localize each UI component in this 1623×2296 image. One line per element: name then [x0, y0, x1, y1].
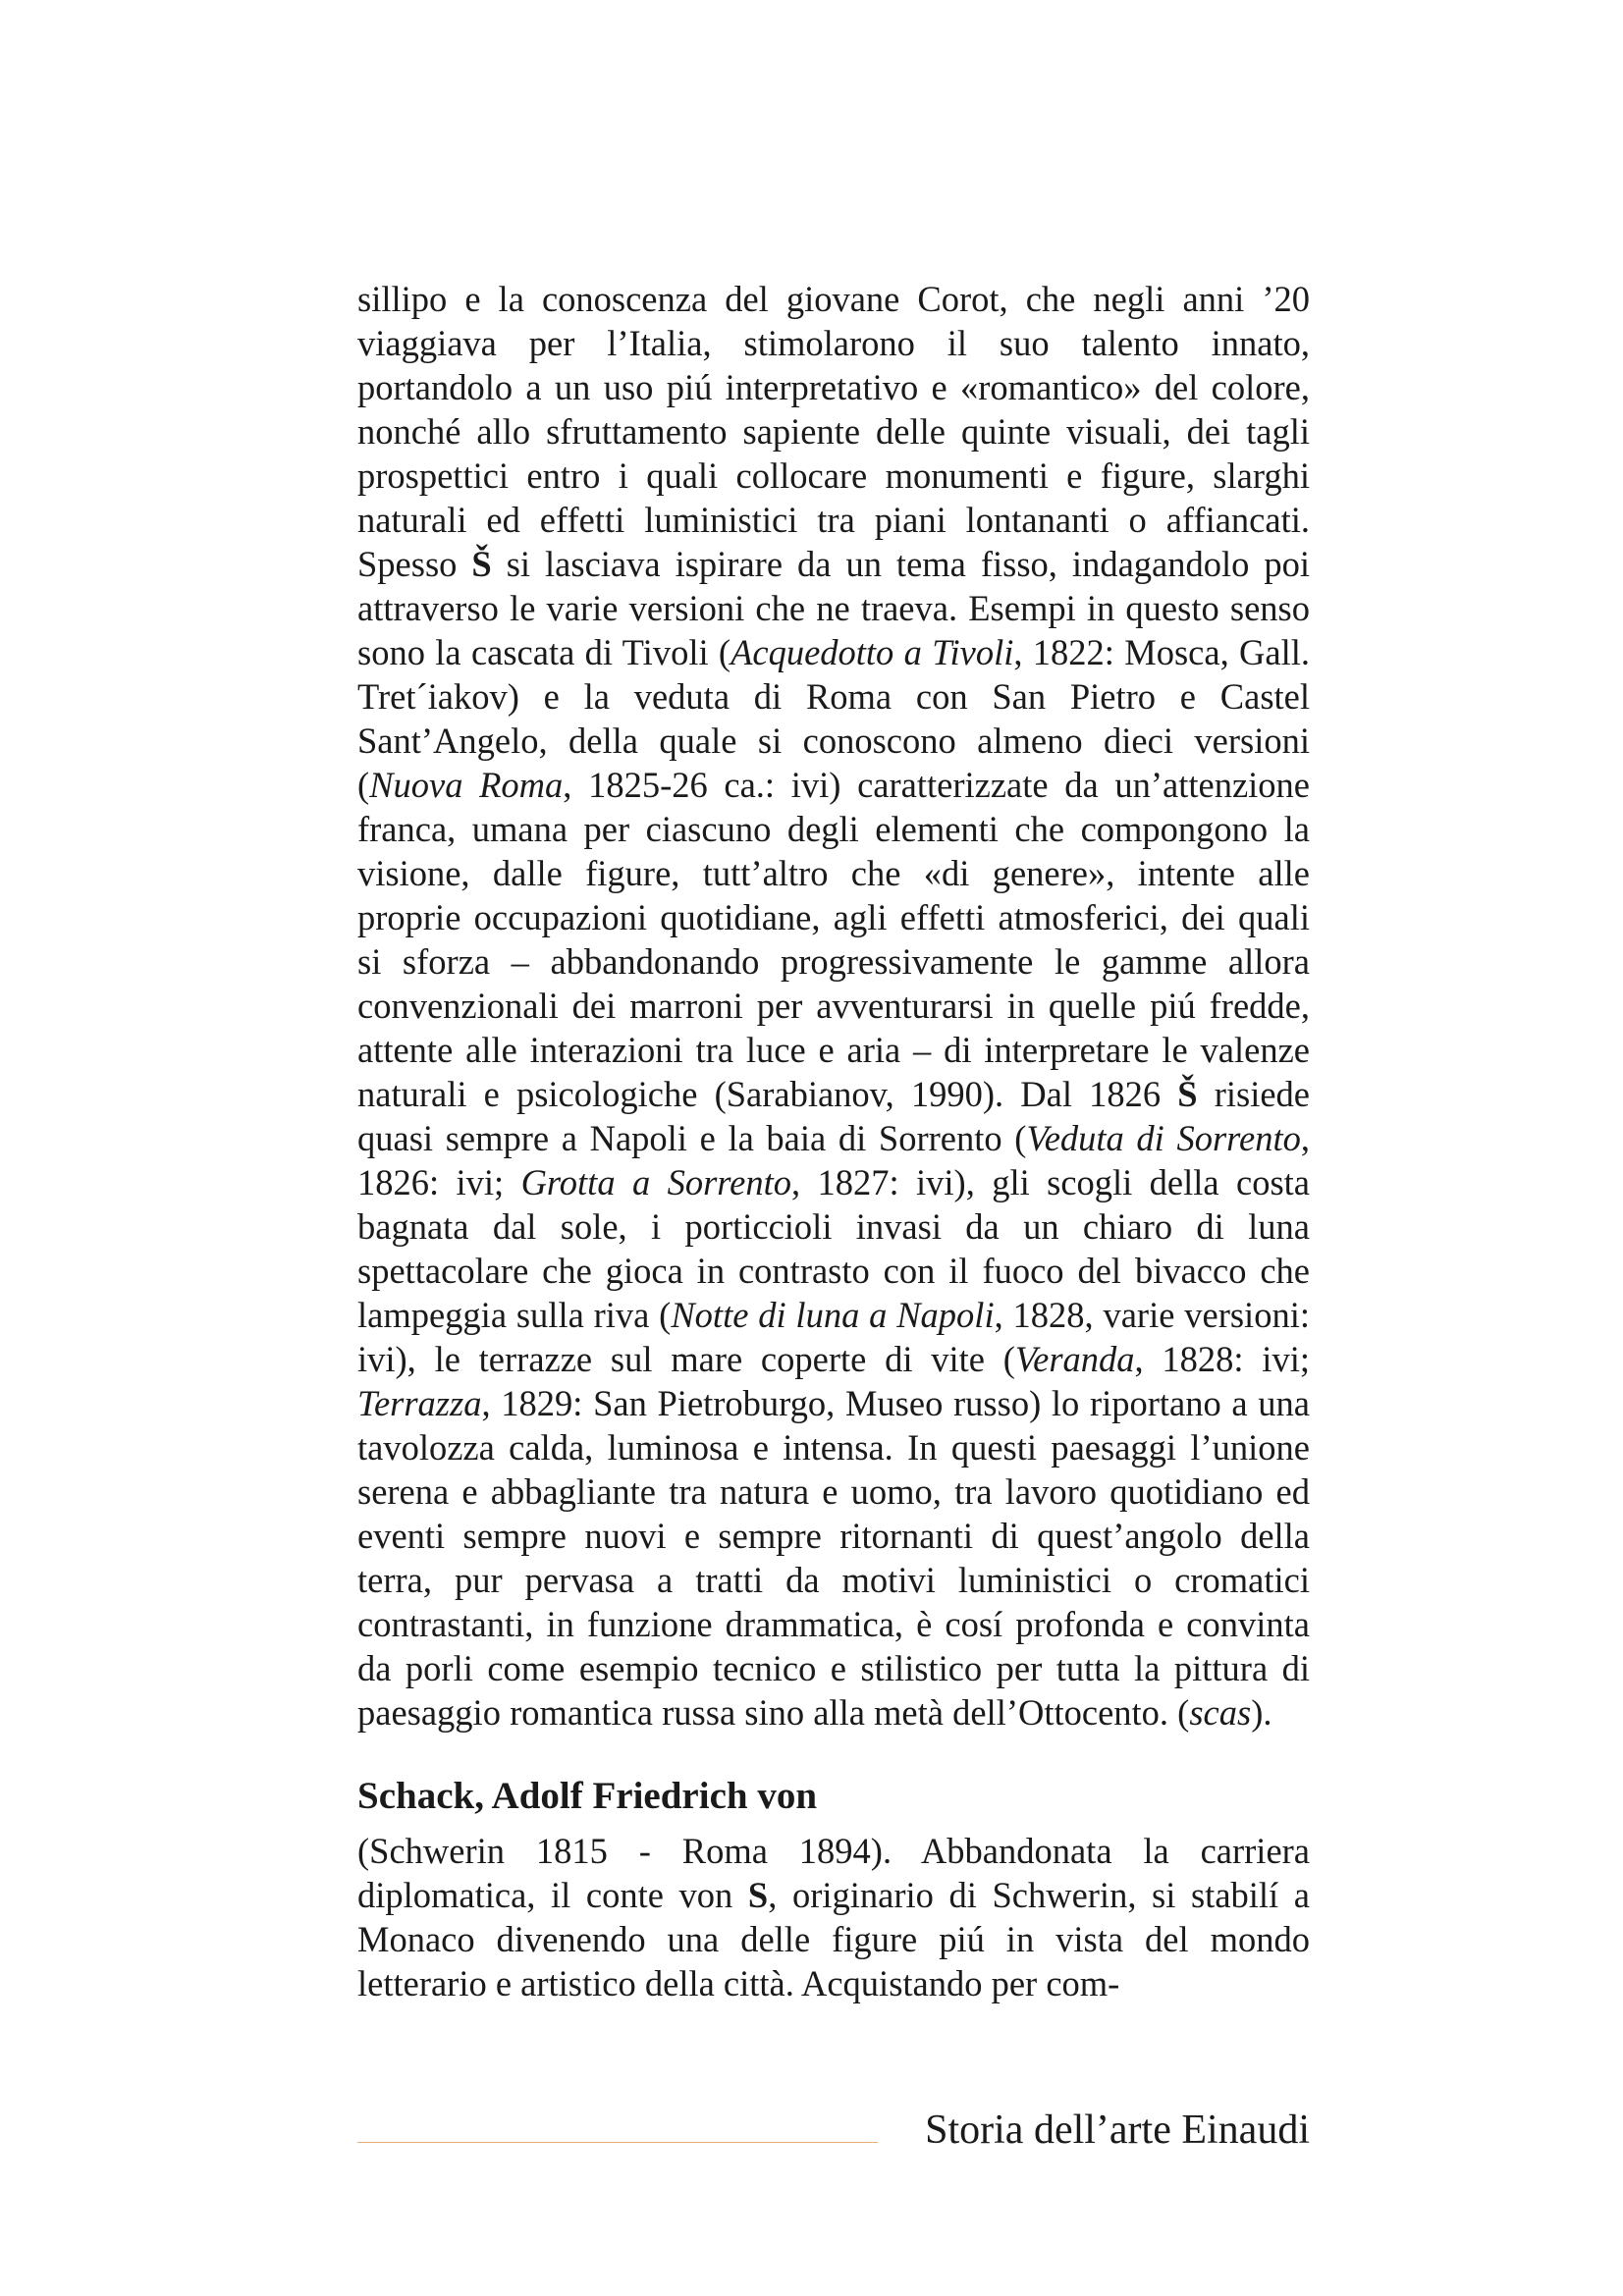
page-content	[357, 277, 1310, 2005]
text-run: , 1826: ivi;	[357, 1118, 1310, 1202]
text-run: , 1825-26 ca.: ivi) caratterizzate da un’attenzione franca, umana per ciascuno degli elementi che compongono la visione, dalle figure, tutt’altro che «di genere», intente alle proprie occupazioni quotidiane, agli effetti atmosferici, dei quali si sforza – abbandonando progressivamente le gamme allora convenzionali dei marroni per avventurarsi in quelle piú fredde, attente alle interazioni tra luce e aria – di interpretare le valenze naturali e psicologiche (Sarabianov, 1990). Dal 1826	[357, 765, 1310, 1114]
text-run: , 1822: Mosca, Gall. Tret´iakov) e la veduta di Roma con San Pietro e Castel Sant’Angelo, della quale si conoscono almeno dieci versioni (	[357, 632, 1310, 805]
italic-run: Terrazza	[357, 1383, 482, 1423]
article-paragraph	[357, 277, 1310, 1735]
footer-rule	[357, 2142, 878, 2143]
italic-run: Veranda	[1014, 1339, 1135, 1379]
italic-run: Notte di luna a Napoli	[671, 1295, 995, 1335]
italic-run: Acquedotto a Tivoli	[730, 632, 1014, 672]
text-run: ).	[1251, 1692, 1272, 1733]
bold-run: S	[747, 1875, 769, 1915]
text-run: , 1829: San Pietroburgo, Museo russo) lo riportano a una tavolozza calda, luminosa e intensa. In questi paesaggi l’unione serena e abbagliante tra natura e uomo, tra lavoro quotidiano ed eventi sempre nuovi e sempre ritornanti di quest’angolo della terra, pur pervasa a tratti da motivi luministici o cromatici contrastanti, in funzione drammatica, è cosí profonda e convinta da porli come esempio tecnico e stilistico per tutta la pittura di paesaggio romantica russa sino alla metà dell’Ottocento. (	[357, 1383, 1310, 1733]
text-run: risiede quasi sempre a Napoli e la baia di Sorrento (	[357, 1074, 1310, 1158]
footer-title: Storia dell’arte Einaudi	[925, 2108, 1310, 2153]
italic-run: scas	[1189, 1692, 1252, 1733]
entry-paragraph	[357, 1829, 1310, 2005]
italic-run: Veduta di Sorrento	[1026, 1118, 1301, 1158]
text-run: (Schwerin 1815 - Roma 1894). Abbandonata la carriera diplomatica, il conte von	[357, 1831, 1310, 1915]
entry-heading: Schack, Adolf Friedrich von	[357, 1775, 818, 1817]
text-run: , 1828, varie versioni: ivi), le terrazze sul mare coperte di vite (	[357, 1295, 1310, 1379]
text-run: , 1828: ivi;	[1134, 1339, 1310, 1379]
bold-run: Š	[471, 544, 492, 584]
page-footer	[357, 2101, 1310, 2160]
italic-run: Nuova Roma	[369, 765, 564, 805]
bold-run: Š	[1177, 1074, 1198, 1114]
text-run: si lasciava ispirare da un tema fisso, indagandolo poi attraverso le varie versioni che ne traeva. Esempi in questo senso sono la cascata di Tivoli (	[357, 544, 1310, 672]
text-run: , originario di Schwerin, si stabilí a Monaco divenendo una delle figure piú in vista del mondo letterario e artistico della città. Acquistando per com-	[357, 1875, 1310, 2003]
italic-run: Grotta a Sorrento	[520, 1162, 791, 1202]
text-run: , 1827: ivi), gli scogli della costa bagnata dal sole, i porticcioli invasi da un chiaro di luna spettacolare che gioca in contrasto con il fuoco del bivacco che lampeggia sulla riva (	[357, 1162, 1310, 1335]
text-run: sillipo e la conoscenza del giovane Corot, che negli anni ’20 viaggiava per l’Italia, stimolarono il suo talento innato, portandolo a un uso piú interpretativo e «romantico» del colore, nonché allo sfruttamento sapiente delle quinte visuali, dei tagli prospettici entro i quali collocare monumenti e figure, slarghi naturali ed effetti luministici tra piani lontananti o affiancati. Spesso	[357, 279, 1310, 584]
